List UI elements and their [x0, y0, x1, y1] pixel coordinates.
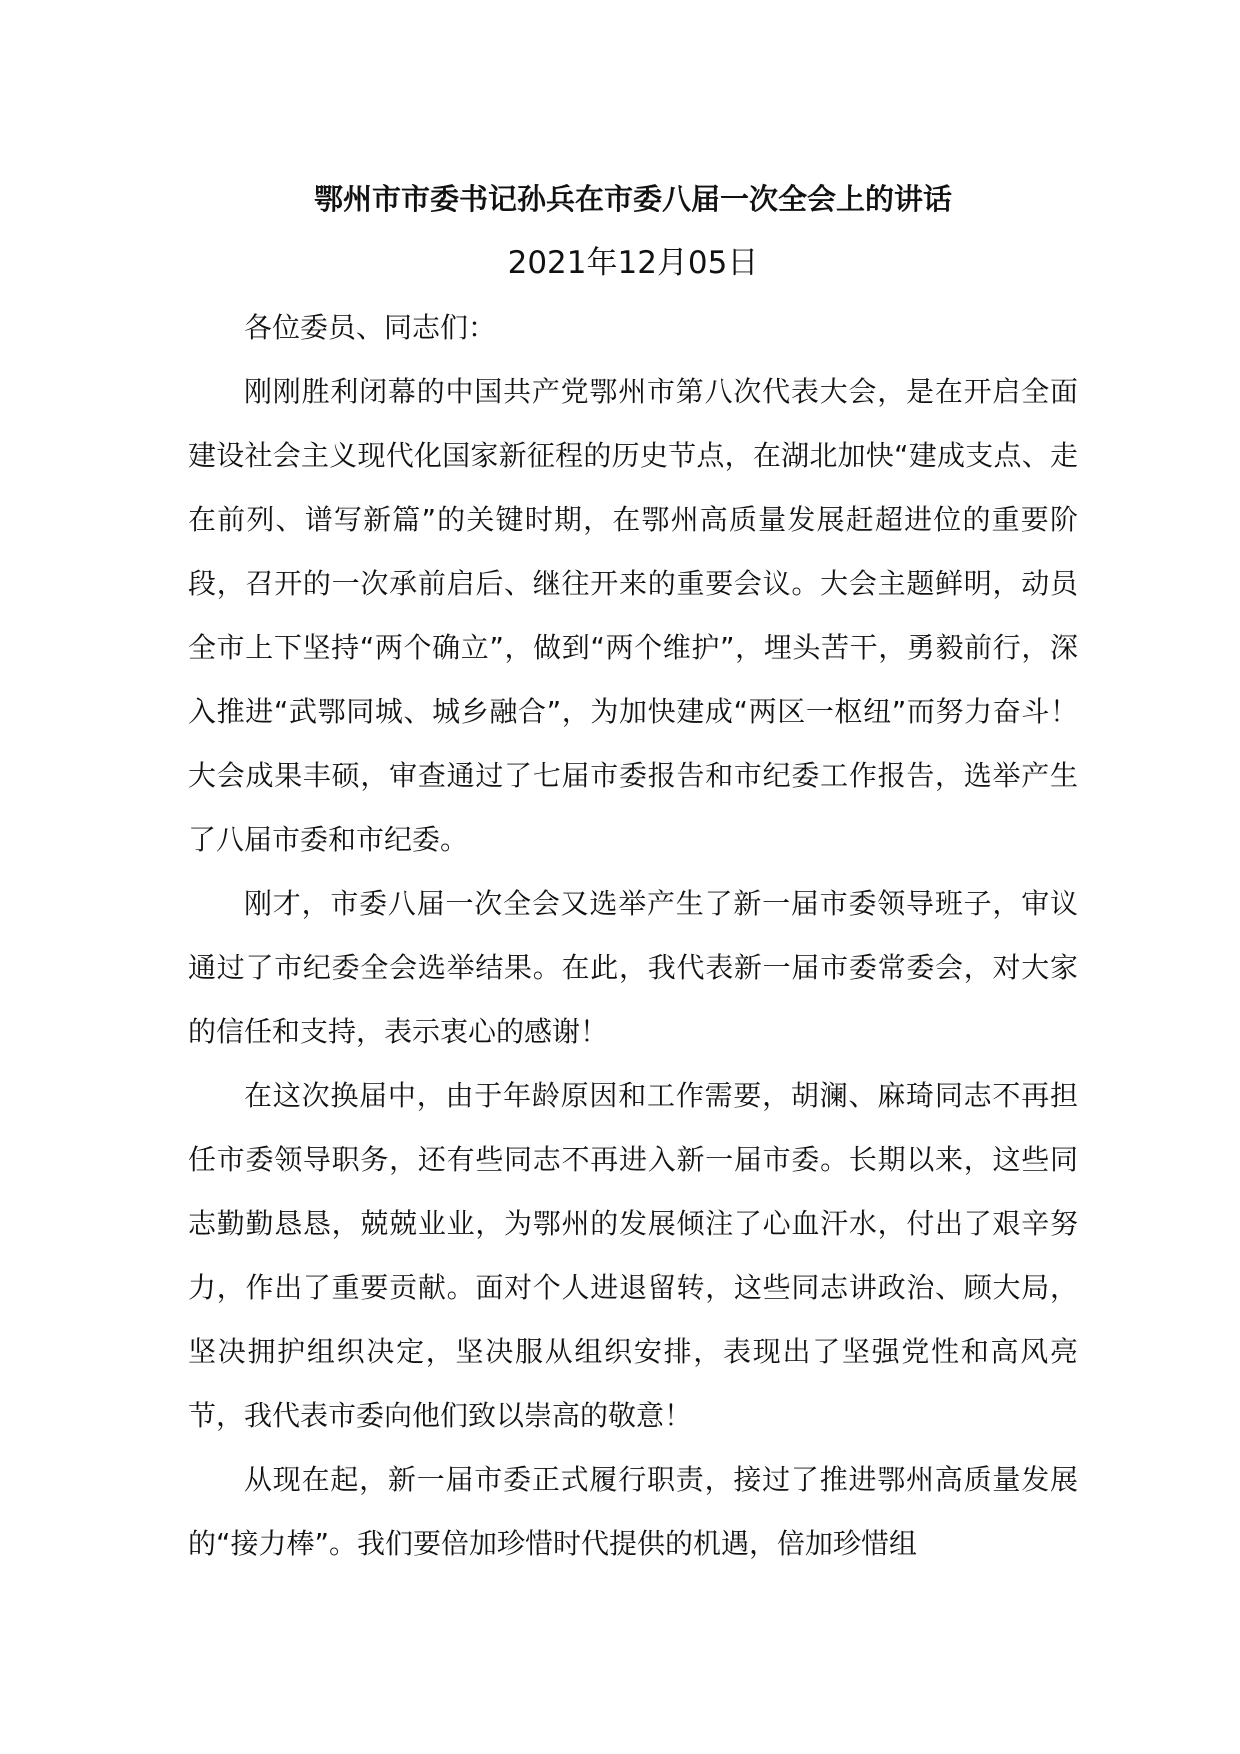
paragraph-1: 刚刚胜利闭幕的中国共产党鄂州市第八次代表大会，是在开启全面建设社会主义现代化国家新征程的历史节点，在湖北加快“建成支点、走在前列、谱写新篇”的关键时期，在鄂州高质量发展赶超进位的重要阶段，召开的一次承前启后、继往开来的重要会议。大会主题鲜明，动员全市上下坚持“两个确立”，做到“两个维护”，埋头苦干，勇毅前行，深入推进“武鄂同城、城乡融合”，为加快建成“两区一枢纽”而努力奋斗！大会成果丰硕，审查通过了七届市委报告和市纪委工作报告，选举产生了八届市委和市纪委。 [188, 375, 1078, 856]
document-title: 鄂州市市委书记孙兵在市委八届一次全会上的讲话 [313, 182, 952, 216]
salutation: 各位委员、同志们： [244, 311, 497, 344]
paragraph-3: 在这次换届中，由于年龄原因和工作需要，胡澜、麻琦同志不再担任市委领导职务，还有些同志不再进入新一届市委。长期以来，这些同志勤勤恳恳，兢兢业业，为鄂州的发展倾注了心血汗水，付出了艰辛努力，作出了重要贡献。面对个人进退留转，这些同志讲政治、顾大局，坚决拥护组织决定，坚决服从组织安排，表现出了坚强党性和高风亮节，我代表市委向他们致以崇高的敬意！ [188, 1079, 1078, 1432]
document-date: 2021年12月05日 [507, 245, 759, 281]
document-page [188, 176, 1078, 1576]
paragraph-4: 从现在起，新一届市委正式履行职责，接过了推进鄂州高质量发展的“接力棒”。我们要倍加珍惜时代提供的机遇，倍加珍惜组 [188, 1463, 1078, 1560]
paragraph-2: 刚才，市委八届一次全会又选举产生了新一届市委领导班子，审议通过了市纪委全会选举结果。在此，我代表新一届市委常委会，对大家的信任和支持，表示衷心的感谢！ [188, 887, 1078, 1048]
